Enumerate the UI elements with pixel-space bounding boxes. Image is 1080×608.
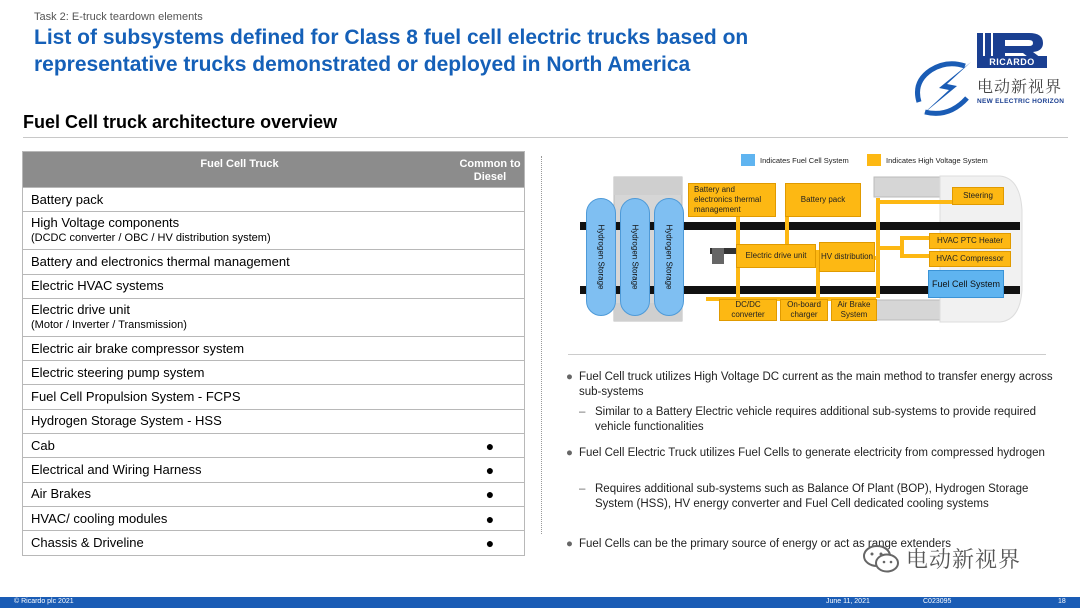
hydrogen-tank-label: Hydrogen Storage [664, 224, 674, 290]
bullet-text: Fuel Cell truck utilizes High Voltage DC current as the main method to transfer energy across sub-systems [579, 371, 1053, 398]
hydrogen-tank-1 [586, 198, 616, 316]
hvac-ptc-heater-box: HVAC PTC Heater [929, 233, 1011, 249]
onboard-charger-box: On-board charger [780, 299, 828, 321]
footer-copyright: © Ricardo plc 2021 [14, 598, 74, 605]
bullet-text: Fuel Cells can be the primary source of energy or act as range extenders [579, 538, 952, 550]
diagram-divider [541, 156, 542, 534]
bullet-marker: ● [566, 538, 573, 550]
common-to-diesel-cell: ● [485, 462, 495, 479]
table-row [23, 211, 524, 249]
subsystem-name-cell [23, 216, 456, 245]
bullet-marker: ● [566, 447, 573, 459]
subsystem-name-cell [23, 342, 456, 356]
sub-bullet-text: Requires additional sub-systems such as Balance Of Plant (BOP), Hydrogen Storage System (HSS), HV energy converter and Fuel Cell dedicated cooling systems [595, 483, 1029, 510]
sub-bullet-2 [579, 482, 1049, 512]
subsystem-name-cell [23, 536, 456, 550]
subsystem-name-cell [23, 439, 456, 453]
subsystem-name: High Voltage components [31, 215, 180, 231]
bullets-divider [568, 354, 1046, 355]
battery-pack-box: Battery pack [785, 183, 861, 217]
subsystem-name: Hydrogen Storage System - HSS [31, 413, 222, 429]
common-to-diesel-cell: ● [485, 510, 495, 527]
subsystem-name: Air Brakes [31, 486, 91, 502]
table-row [23, 506, 524, 530]
subsystem-detail: (Motor / Inverter / Transmission) [31, 318, 187, 331]
bullet-marker: ● [566, 371, 573, 383]
footer-code: C023095 [923, 598, 952, 605]
sub-bullet-text: Similar to a Battery Electric vehicle requires additional sub-systems to provide required vehicle functionalities [595, 406, 1037, 433]
table-row [23, 482, 524, 506]
table-row [23, 298, 524, 336]
table-row [23, 409, 524, 433]
table-row [23, 360, 524, 384]
lightning-globe-icon [909, 58, 981, 118]
bullet-text: Fuel Cell Electric Truck utilizes Fuel Cells to generate electricity from compressed hydrogen [579, 447, 1045, 459]
subsystem-name-cell [23, 366, 456, 380]
subsystem-name: Electrical and Wiring Harness [31, 462, 202, 478]
logo-area [905, 26, 1070, 121]
subsystem-name: Electric steering pump system [31, 364, 205, 380]
table-body [23, 187, 524, 555]
subsystem-name-cell [23, 463, 456, 477]
bullet-2 [566, 446, 1056, 461]
hv-distribution-box: HV distribution [819, 242, 875, 272]
common-to-diesel-cell: ● [485, 534, 495, 551]
column-header-common-to-diesel: Common to Diesel [459, 158, 521, 183]
watermark-text: 电动新视界 [906, 547, 1022, 572]
hydrogen-tank-3 [654, 198, 684, 316]
hydrogen-tank-label: Hydrogen Storage [596, 224, 606, 290]
common-to-diesel-cell: ● [485, 486, 495, 503]
task-label: Task 2: E-truck teardown elements [34, 11, 203, 23]
nev-english-name: NEW ELECTRIC HORIZON [977, 98, 1065, 105]
nev-chinese-name: 电动新视界 [977, 79, 1063, 96]
legend-fuel-cell: Indicates Fuel Cell System [760, 156, 849, 165]
ricardo-wordmark: RICARDO [977, 56, 1047, 68]
column-header-fuel-cell-truck: Fuel Cell Truck [200, 158, 279, 170]
subsystem-name-cell [23, 303, 456, 332]
subsystem-detail: (DCDC converter / OBC / HV distribution system) [31, 232, 271, 245]
sub-bullet-marker: – [579, 483, 586, 495]
subsystem-name: HVAC/ cooling modules [31, 510, 168, 526]
subsystem-name: Electric HVAC systems [31, 278, 164, 294]
table-header [23, 152, 524, 187]
table-row [23, 249, 524, 273]
footer-page-number: 18 [1058, 598, 1066, 605]
footer-date: June 11, 2021 [826, 598, 870, 605]
sub-bullet-marker: – [579, 406, 586, 418]
table-row [23, 433, 524, 457]
air-brake-system-box: Air Brake System [831, 299, 877, 321]
steering-box: Steering [952, 187, 1004, 205]
electric-drive-unit-box: Electric drive unit [736, 244, 816, 268]
hydrogen-tank-label: Hydrogen Storage [630, 224, 640, 290]
table-row [23, 384, 524, 408]
hydrogen-tank-2 [620, 198, 650, 316]
subsystem-name-cell [23, 390, 456, 404]
subsystem-name-cell [23, 255, 456, 269]
section-divider [23, 137, 1068, 138]
subsystem-name-cell [23, 487, 456, 501]
subsystem-name-cell [23, 414, 456, 428]
watermark [862, 543, 1021, 574]
footer-bar [0, 597, 1080, 608]
fuel-cell-system-box: Fuel Cell System [928, 270, 1004, 298]
subsystem-name-cell [23, 512, 456, 526]
architecture-diagram [560, 150, 1040, 330]
dcdc-converter-box: DC/DC converter [719, 299, 777, 321]
legend-high-voltage: Indicates High Voltage System [886, 156, 988, 165]
table-row [23, 336, 524, 360]
table-row [23, 457, 524, 481]
subsystem-name-cell [23, 193, 456, 207]
subsystem-name-cell [23, 279, 456, 293]
section-title: Fuel Cell truck architecture overview [23, 112, 338, 132]
table-row [23, 187, 524, 211]
page-title: List of subsystems defined for Class 8 fuel cell electric trucks based on representative trucks demonstrated or deployed in North America [34, 26, 749, 76]
subsystem-name: Cab [31, 437, 55, 453]
subsystem-name: Chassis & Driveline [31, 534, 144, 550]
battery-thermal-box: Battery and electronics thermal management [688, 183, 776, 217]
subsystem-name: Fuel Cell Propulsion System - FCPS [31, 389, 241, 405]
subsystem-name: Battery pack [31, 191, 104, 207]
subsystem-name: Battery and electronics thermal management [31, 253, 290, 269]
table-row [23, 530, 524, 554]
sub-bullet-1 [579, 405, 1049, 435]
subsystem-table [22, 151, 525, 556]
bullet-1 [566, 370, 1056, 400]
common-to-diesel-cell: ● [485, 437, 495, 454]
table-row [23, 274, 524, 298]
subsystem-name: Electric air brake compressor system [31, 340, 245, 356]
subsystem-name: Electric drive unit [31, 301, 130, 317]
wechat-icon [862, 544, 900, 574]
hvac-compressor-box: HVAC Compressor [929, 251, 1011, 267]
